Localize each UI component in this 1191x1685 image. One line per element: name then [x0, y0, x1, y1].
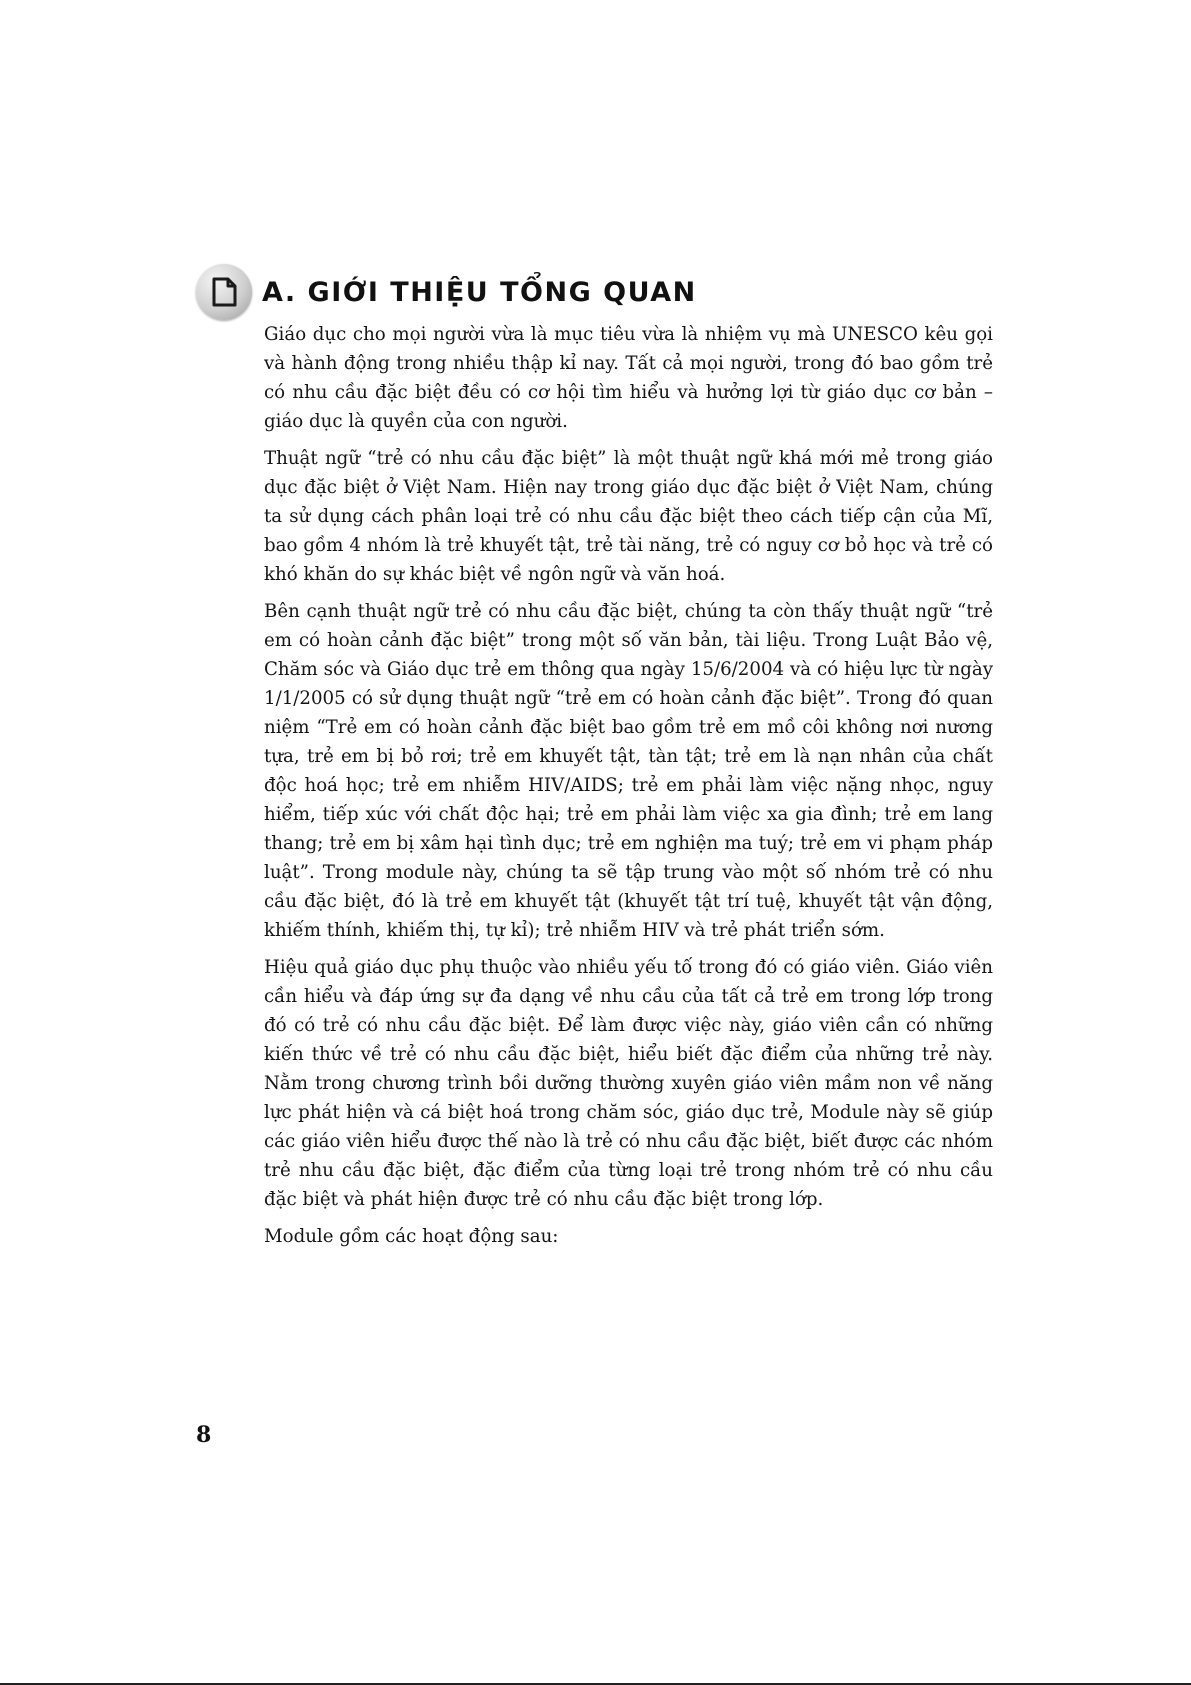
section-title: A. GIỚI THIỆU TỔNG QUAN [262, 276, 697, 308]
body-text [264, 320, 993, 1259]
paragraph: Thuật ngữ “trẻ có nhu cầu đặc biệt” là một thuật ngữ khá mới mẻ trong giáo dục đặc biệt ở Việt Nam. Hiện nay trong giáo dục đặc biệt ở Việt Nam, chúng ta sử dụng cách phân loại trẻ có nhu cầu đặc biệt theo cách tiếp cận của Mĩ, bao gồm 4 nhóm là trẻ khuyết tật, trẻ tài năng, trẻ có nguy cơ bỏ học và trẻ có khó khăn do sự khác biệt về ngôn ngữ và văn hoá. [264, 448, 993, 585]
page-number: 8 [196, 1422, 212, 1448]
paragraph: Bên cạnh thuật ngữ trẻ có nhu cầu đặc biệt, chúng ta còn thấy thuật ngữ “trẻ em có hoàn cảnh đặc biệt” trong một số văn bản, tài liệu. Trong Luật Bảo vệ, Chăm sóc và Giáo dục trẻ em thông qua ngày 15/6/2004 và có hiệu lực từ ngày 1/1/2005 có sử dụng thuật ngữ “trẻ em có hoàn cảnh đặc biệt”. Trong đó quan niệm “Trẻ em có hoàn cảnh đặc biệt bao gồm trẻ em mồ côi không nơi nương tựa, trẻ em bị bỏ rơi; trẻ em khuyết tật, tàn tật; trẻ em là nạn nhân của chất độc hoá học; trẻ em nhiễm HIV/AIDS; trẻ em phải làm việc nặng nhọc, nguy hiểm, tiếp xúc với chất độc hại; trẻ em phải làm việc xa gia đình; trẻ em lang thang; trẻ em bị xâm hại tình dục; trẻ em nghiện ma tuý; trẻ em vi phạm pháp luật”. Trong module này, chúng ta sẽ tập trung vào một số nhóm trẻ có nhu cầu đặc biệt, đó là trẻ em khuyết tật (khuyết tật trí tuệ, khuyết tật vận động, khiếm thính, khiếm thị, tự kỉ); trẻ nhiễm HIV và trẻ phát triển sớm. [264, 601, 993, 941]
section-header [196, 262, 697, 322]
paragraph: Hiệu quả giáo dục phụ thuộc vào nhiều yếu tố trong đó có giáo viên. Giáo viên cần hiểu và đáp ứng sự đa dạng về nhu cầu của tất cả trẻ em trong lớp trong đó có trẻ có nhu cầu đặc biệt. Để làm được việc này, giáo viên cần có những kiến thức về trẻ có nhu cầu đặc biệt, hiểu biết đặc điểm của những trẻ này. Nằm trong chương trình bồi dưỡng thường xuyên giáo viên mầm non về năng lực phát hiện và cá biệt hoá trong chăm sóc, giáo dục trẻ, Module này sẽ giúp các giáo viên hiểu được thế nào là trẻ có nhu cầu đặc biệt, biết được các nhóm trẻ nhu cầu đặc biệt, đặc điểm của từng loại trẻ trong nhóm trẻ có nhu cầu đặc biệt và phát hiện được trẻ có nhu cầu đặc biệt trong lớp. [264, 957, 993, 1210]
paragraph: Giáo dục cho mọi người vừa là mục tiêu vừa là nhiệm vụ mà UNESCO kêu gọi và hành động trong nhiều thập kỉ nay. Tất cả mọi người, trong đó bao gồm trẻ có nhu cầu đặc biệt đều có cơ hội tìm hiểu và hưởng lợi từ giáo dục cơ bản – giáo dục là quyền của con người. [264, 324, 993, 432]
paragraph: Module gồm các hoạt động sau: [264, 1226, 559, 1247]
document-icon [196, 264, 252, 320]
